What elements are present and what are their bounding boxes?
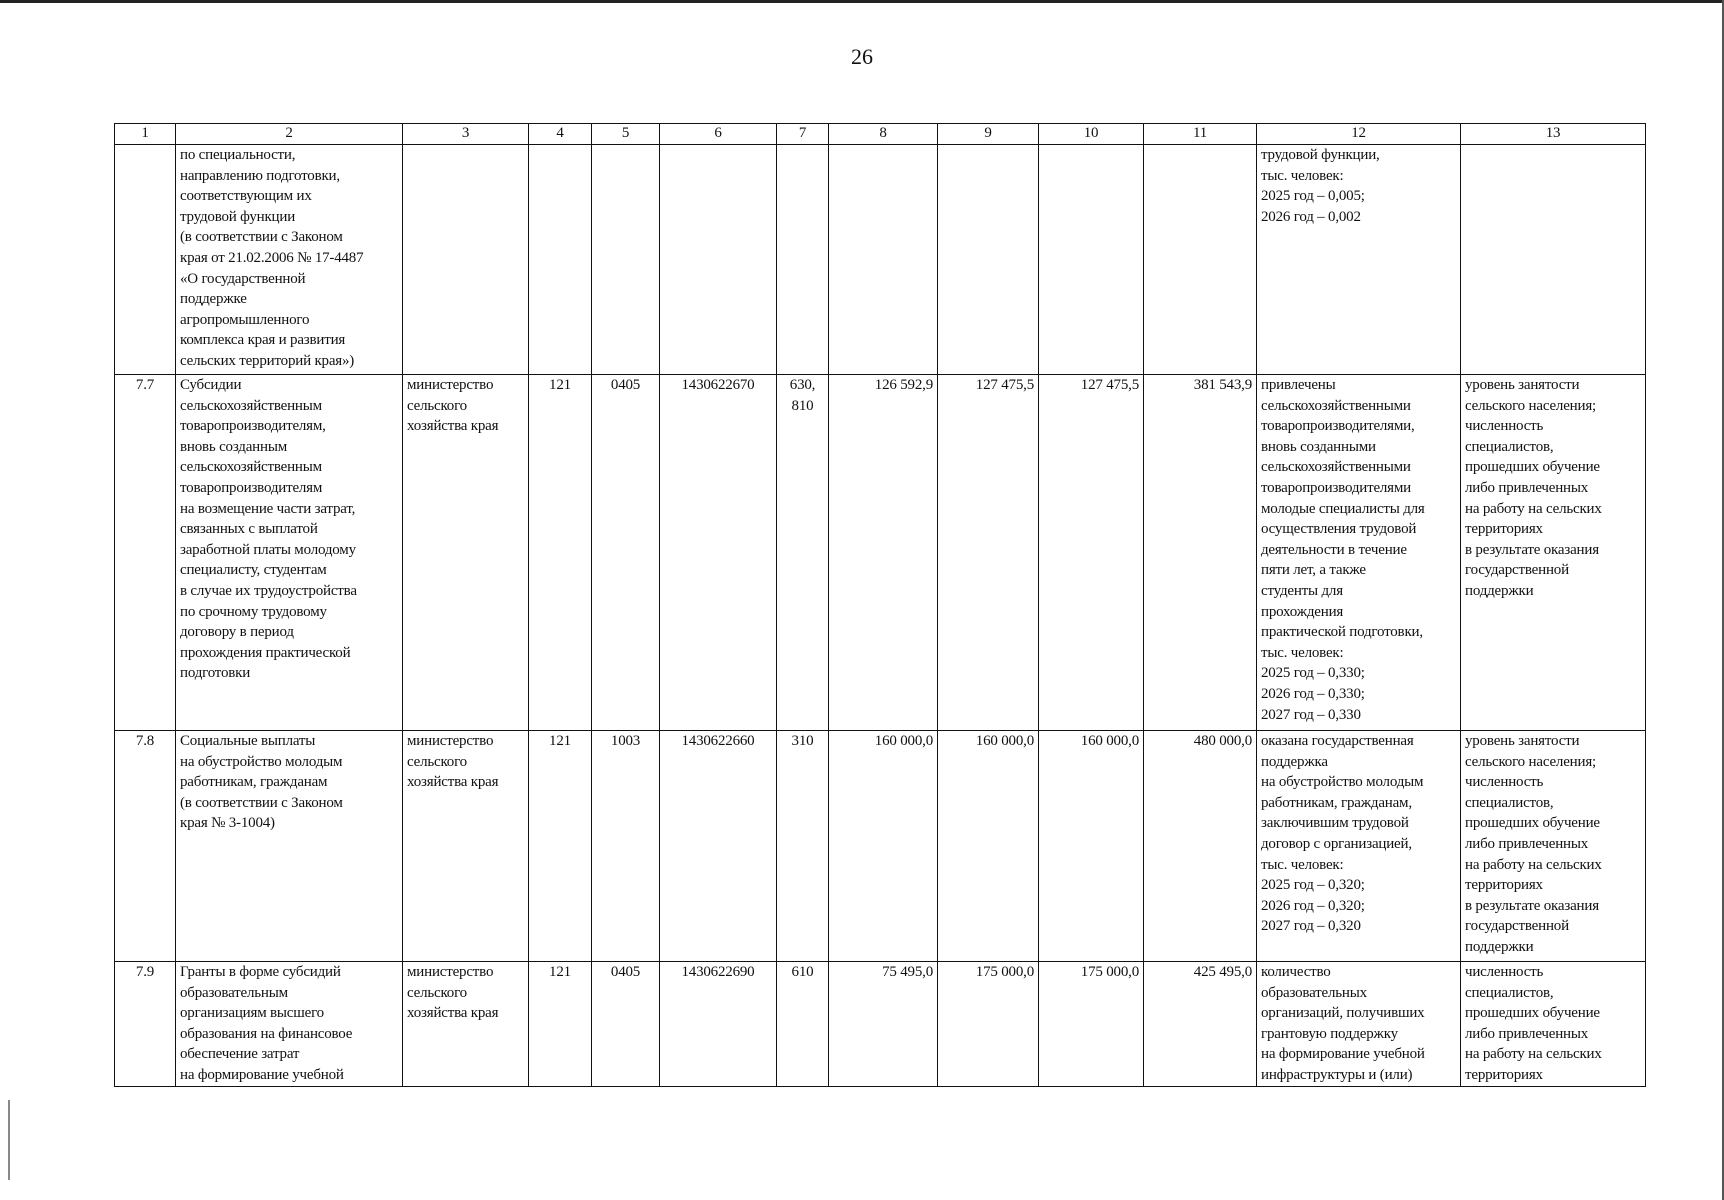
scan-mark-left <box>8 1100 10 1180</box>
cell-measure-name: Субсидии сельскохозяйственным товаропроизводителям, вновь созданным сельскохозяйственным товаропроизводителям на возмещение части затрат, связанных с выплатой заработной платы молодому специалисту, студентам в случае их трудоустройства по срочному трудовому договору в период прохождения практической подготовки <box>176 375 403 731</box>
cell-indicator <box>1461 145 1646 375</box>
column-header: 5 <box>592 124 660 145</box>
column-header: 8 <box>829 124 938 145</box>
cell-rzpr <box>592 145 660 375</box>
cell-number: 7.8 <box>115 731 176 962</box>
cell-number: 7.9 <box>115 962 176 1087</box>
cell-csr <box>660 145 777 375</box>
cell-executor <box>403 145 529 375</box>
column-header: 9 <box>938 124 1039 145</box>
cell-amount-2026: 160 000,0 <box>938 731 1039 962</box>
cell-vr: 610 <box>777 962 829 1087</box>
header-row <box>115 124 1646 145</box>
cell-grbs: 121 <box>529 375 592 731</box>
cell-csr: 1430622660 <box>660 731 777 962</box>
cell-expected-result: оказана государственная поддержка на обустройство молодым работникам, гражданам, заключившим трудовой договор с организацией, тыс. человек: 2025 год – 0,320; 2026 год – 0,320; 2027 год – 0,320 <box>1257 731 1461 962</box>
column-header: 3 <box>403 124 529 145</box>
cell-amount-2026 <box>938 145 1039 375</box>
cell-measure-name: по специальности, направлению подготовки, соответствующим их трудовой функции (в соответствии с Законом края от 21.02.2006 № 17-4487 «О государственной поддержке агропромышленного комплекса края и развития сельских территорий края») <box>176 145 403 375</box>
cell-number: 7.7 <box>115 375 176 731</box>
cell-amount-2025 <box>829 145 938 375</box>
cell-amount-2027: 160 000,0 <box>1039 731 1144 962</box>
cell-amount-2027: 127 475,5 <box>1039 375 1144 731</box>
cell-executor: министерство сельского хозяйства края <box>403 375 529 731</box>
cell-amount-2026: 175 000,0 <box>938 962 1039 1087</box>
cell-amount-total <box>1144 145 1257 375</box>
cell-indicator: уровень занятости сельского населения; численность специалистов, прошедших обучение либо привлеченных на работу на сельских территориях в результате оказания государственной поддержки <box>1461 731 1646 962</box>
column-header: 7 <box>777 124 829 145</box>
column-header: 12 <box>1257 124 1461 145</box>
cell-measure-name: Социальные выплаты на обустройство молодым работникам, гражданам (в соответствии с Законом края № 3-1004) <box>176 731 403 962</box>
column-header: 10 <box>1039 124 1144 145</box>
page-number: 26 <box>851 44 873 69</box>
cell-expected-result: привлечены сельскохозяйственными товаропроизводителями, вновь созданными сельскохозяйственными товаропроизводителями молодые специалисты для осуществления трудовой деятельности в течение пяти лет, а также студенты для прохождения практической подготовки, тыс. человек: 2025 год – 0,330; 2026 год – 0,330; 2027 год – 0,330 <box>1257 375 1461 731</box>
cell-executor: министерство сельского хозяйства края <box>403 731 529 962</box>
cell-csr: 1430622690 <box>660 962 777 1087</box>
column-header: 11 <box>1144 124 1257 145</box>
scan-border-top <box>0 0 1724 3</box>
cell-vr: 310 <box>777 731 829 962</box>
cell-grbs: 121 <box>529 731 592 962</box>
cell-grbs: 121 <box>529 962 592 1087</box>
table-row <box>115 962 1646 1087</box>
cell-expected-result: количество образовательных организаций, получивших грантовую поддержку на формирование учебной инфраструктуры и (или) <box>1257 962 1461 1087</box>
cell-amount-2025: 75 495,0 <box>829 962 938 1087</box>
column-header: 1 <box>115 124 176 145</box>
cell-rzpr: 1003 <box>592 731 660 962</box>
cell-executor: министерство сельского хозяйства края <box>403 962 529 1087</box>
cell-amount-2025: 160 000,0 <box>829 731 938 962</box>
cell-indicator: численность специалистов, прошедших обучение либо привлеченных на работу на сельских территориях <box>1461 962 1646 1087</box>
column-header: 4 <box>529 124 592 145</box>
column-header: 13 <box>1461 124 1646 145</box>
cell-vr: 630, 810 <box>777 375 829 731</box>
cell-number <box>115 145 176 375</box>
column-header: 6 <box>660 124 777 145</box>
cell-indicator: уровень занятости сельского населения; численность специалистов, прошедших обучение либо привлеченных на работу на сельских территориях в результате оказания государственной поддержки <box>1461 375 1646 731</box>
budget-table <box>114 123 1646 1087</box>
cell-amount-total: 480 000,0 <box>1144 731 1257 962</box>
cell-grbs <box>529 145 592 375</box>
cell-amount-2025: 126 592,9 <box>829 375 938 731</box>
table-row <box>115 375 1646 731</box>
cell-rzpr: 0405 <box>592 962 660 1087</box>
cell-amount-total: 381 543,9 <box>1144 375 1257 731</box>
cell-csr: 1430622670 <box>660 375 777 731</box>
cell-measure-name: Гранты в форме субсидий образовательным организациям высшего образования на финансовое обеспечение затрат на формирование учебной <box>176 962 403 1087</box>
column-header: 2 <box>176 124 403 145</box>
cell-amount-2027: 175 000,0 <box>1039 962 1144 1087</box>
table-row <box>115 145 1646 375</box>
cell-rzpr: 0405 <box>592 375 660 731</box>
table-row <box>115 731 1646 962</box>
cell-amount-2026: 127 475,5 <box>938 375 1039 731</box>
cell-vr <box>777 145 829 375</box>
cell-expected-result: трудовой функции, тыс. человек: 2025 год – 0,005; 2026 год – 0,002 <box>1257 145 1461 375</box>
cell-amount-2027 <box>1039 145 1144 375</box>
cell-amount-total: 425 495,0 <box>1144 962 1257 1087</box>
